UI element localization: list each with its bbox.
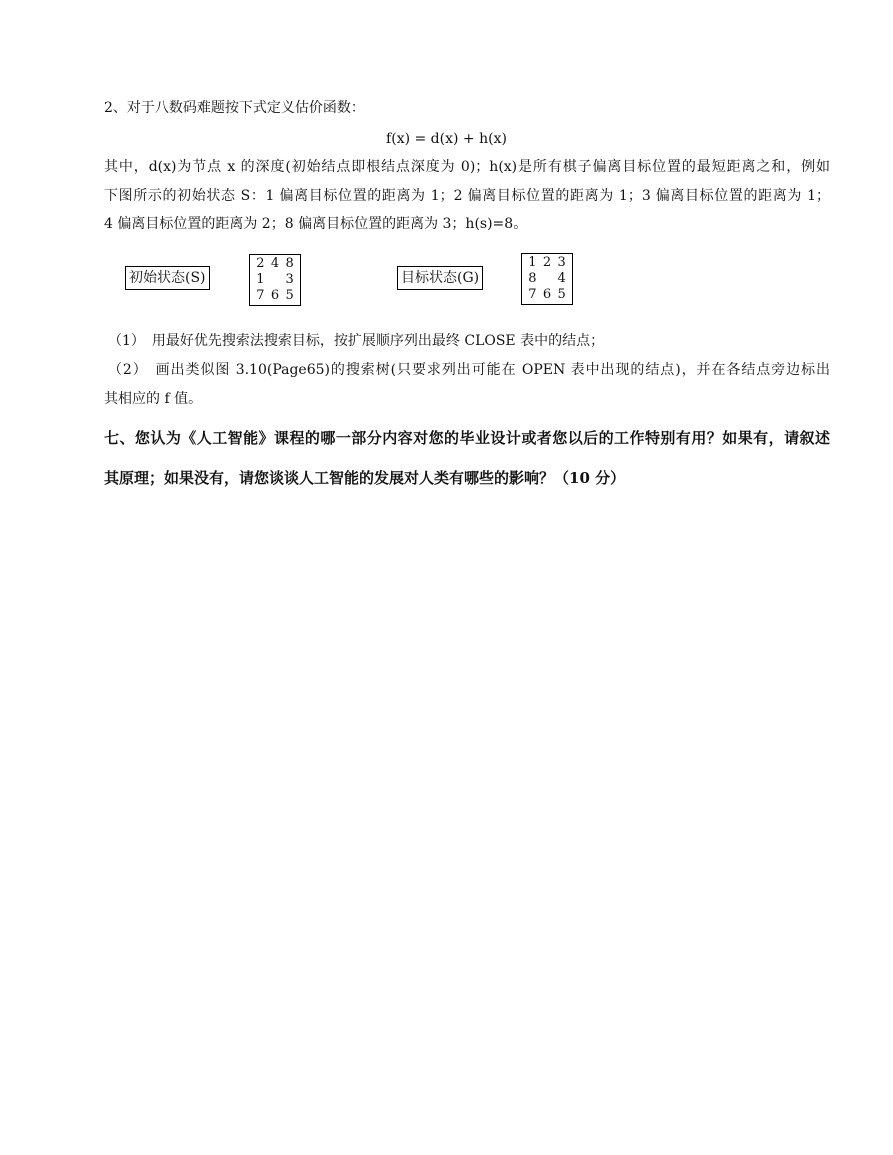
question-2-line-3: 4 偏离目标位置的距离为 2；8 偏离目标位置的距离为 3；h(s)=8。 (104, 216, 528, 232)
grid-cell: 4 (270, 256, 280, 271)
grid-cell: 8 (285, 256, 294, 271)
grid-cell: 8 (528, 271, 537, 286)
grid-cell: 4 (557, 271, 566, 286)
grid-cell: 3 (557, 255, 566, 270)
grid-cell: 7 (256, 288, 265, 303)
question-2-line-2: 下图所示的初始状态 S：1 偏离目标位置的距离为 1；2 偏离目标位置的距离为 1；3 偏离目标位置的距离为 1； (104, 188, 830, 204)
initial-state-label: 初始状态(S) (125, 266, 210, 290)
grid-cell: 3 (285, 272, 294, 287)
grid-cell: 6 (270, 288, 280, 303)
sub-question-2-line-2: 其相应的 f 值。 (104, 391, 203, 407)
sub-question-1: （1） 用最好优先搜索法搜索目标，按扩展顺序列出最终 CLOSE 表中的结点； (108, 333, 605, 349)
question-2-intro: 2、对于八数码难题按下式定义估价函数： (104, 100, 365, 116)
grid-cell: 6 (542, 287, 552, 302)
grid-cell: 7 (528, 287, 537, 302)
grid-cell: 2 (256, 256, 265, 271)
initial-state-grid (249, 254, 301, 306)
sub-question-2-line-1: （2） 画出类似图 3.10(Page65)的搜索树(只要求列出可能在 OPEN 表中出现的结点)，并在各结点旁边标出 (108, 362, 830, 378)
grid-cell: 5 (285, 288, 294, 303)
grid-cell: 5 (557, 287, 566, 302)
evaluation-formula: f(x) = d(x) + h(x) (386, 131, 507, 147)
question-7-line-2: 其原理；如果没有，请您谈谈人工智能的发展对人类有哪些的影响？（10 分） (104, 469, 626, 487)
question-7-line-1: 七、您认为《人工智能》课程的哪一部分内容对您的毕业设计或者您以后的工作特别有用？如果有，请叙述 (104, 429, 830, 447)
grid-cell (268, 272, 283, 288)
goal-state-grid (521, 253, 573, 305)
grid-cell: 2 (542, 255, 552, 270)
grid-cell (540, 271, 555, 287)
question-2-line-1: 其中，d(x)为节点 x 的深度(初始结点即根结点深度为 0)；h(x)是所有棋子偏离目标位置的最短距离之和，例如 (104, 159, 830, 175)
grid-cell: 1 (256, 272, 265, 287)
grid-cell: 1 (528, 255, 537, 270)
goal-state-label: 目标状态(G) (397, 266, 483, 290)
